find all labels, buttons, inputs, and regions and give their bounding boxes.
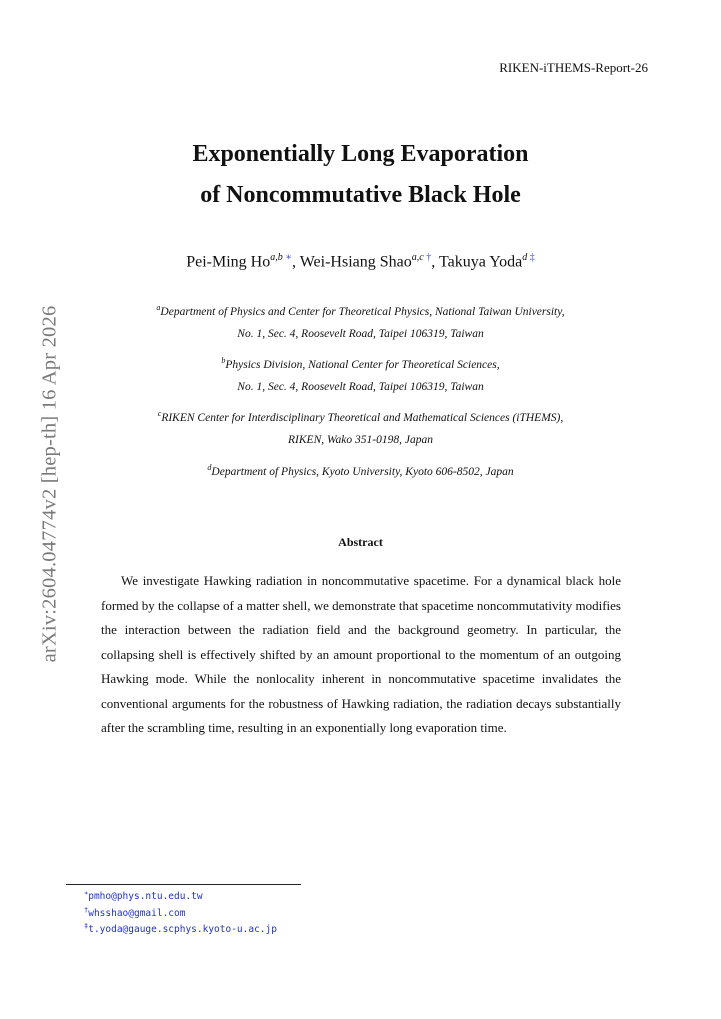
author-name: Wei-Hsiang Shao [299, 253, 412, 271]
paper-title-line-2: of Noncommutative Black Hole [200, 182, 521, 208]
author-affiliation-mark: a,b [270, 252, 283, 263]
paper-title-line-1: Exponentially Long Evaporation [192, 141, 529, 167]
affiliation-b: $^b$Physics Division, National Center for Theoretical Sciences, No. 1, Sec. 4, Roosevelt Road, Taipei 106319, Taiwan [221, 356, 500, 393]
report-number: RIKEN-iTHEMS-Report-26 [499, 60, 648, 75]
abstract-heading: Abstract [338, 535, 383, 549]
footnote-email-1[interactable]: ∗pmho@phys.ntu.edu.tw [84, 889, 203, 903]
affiliation-d: $^d$Department of Physics, Kyoto University, Kyoto 606-8502, Japan [207, 463, 514, 478]
author-name: Pei-Ming Ho [186, 253, 271, 271]
affiliation-a: $^a$Department of Physics and Center for Theoretical Physics, National Taiwan University, No. 1, Sec. 4, Roosevelt Road, Taipei 106319, Taiwan [156, 303, 565, 340]
footnote-email-3[interactable]: ‡t.yoda@gauge.scphys.kyoto-u.ac.jp [84, 922, 277, 936]
abstract-text: We investigate Hawking radiation in noncommutative spacetime. For a dynamical black hole formed by the collapse of a matter shell, we demonstrate that spacetime noncommutativity modifies the interaction between the radiation field and the background geometry. In particular, the collapsing shell is effectively shifted by an amount proportional to the momentum of an outgoing Hawking mode. While the nonlocality inherent in noncommutative spacetime invalidates the conventional arguments for the robustness of Hawking radiation, the radiation decays substantially after the scrambling time, resulting in an exponentially long evaporation time. [101, 573, 621, 735]
author-footnote-link[interactable]: † [426, 252, 432, 263]
arxiv-stamp-text: arXiv:2604.04774v2 [hep-th] 16 Apr 2026 [38, 305, 61, 663]
author-footnote-link[interactable]: ∗ [285, 252, 293, 263]
author-list: Pei-Ming Ho$^{a,b}$ ∗, Wei-Hsiang Shao$^{a,c}$ †, Takuya Yoda$^d$ ‡ [186, 252, 535, 271]
author-footnote-link[interactable]: ‡ [529, 252, 535, 263]
affiliation-c: $^c$RIKEN Center for Interdisciplinary Theoretical and Mathematical Sciences (iTHEMS), RIKEN, Wako 351-0198, Japan [157, 409, 564, 446]
footnote-divider [66, 884, 301, 885]
author-affiliation-mark: d [522, 252, 528, 263]
author-name: Takuya Yoda [438, 253, 523, 271]
footnote-email-2[interactable]: †whsshao@gmail.com [84, 906, 186, 920]
arxiv-identifier-stamp [35, 298, 65, 670]
author-affiliation-mark: a,c [411, 252, 424, 263]
